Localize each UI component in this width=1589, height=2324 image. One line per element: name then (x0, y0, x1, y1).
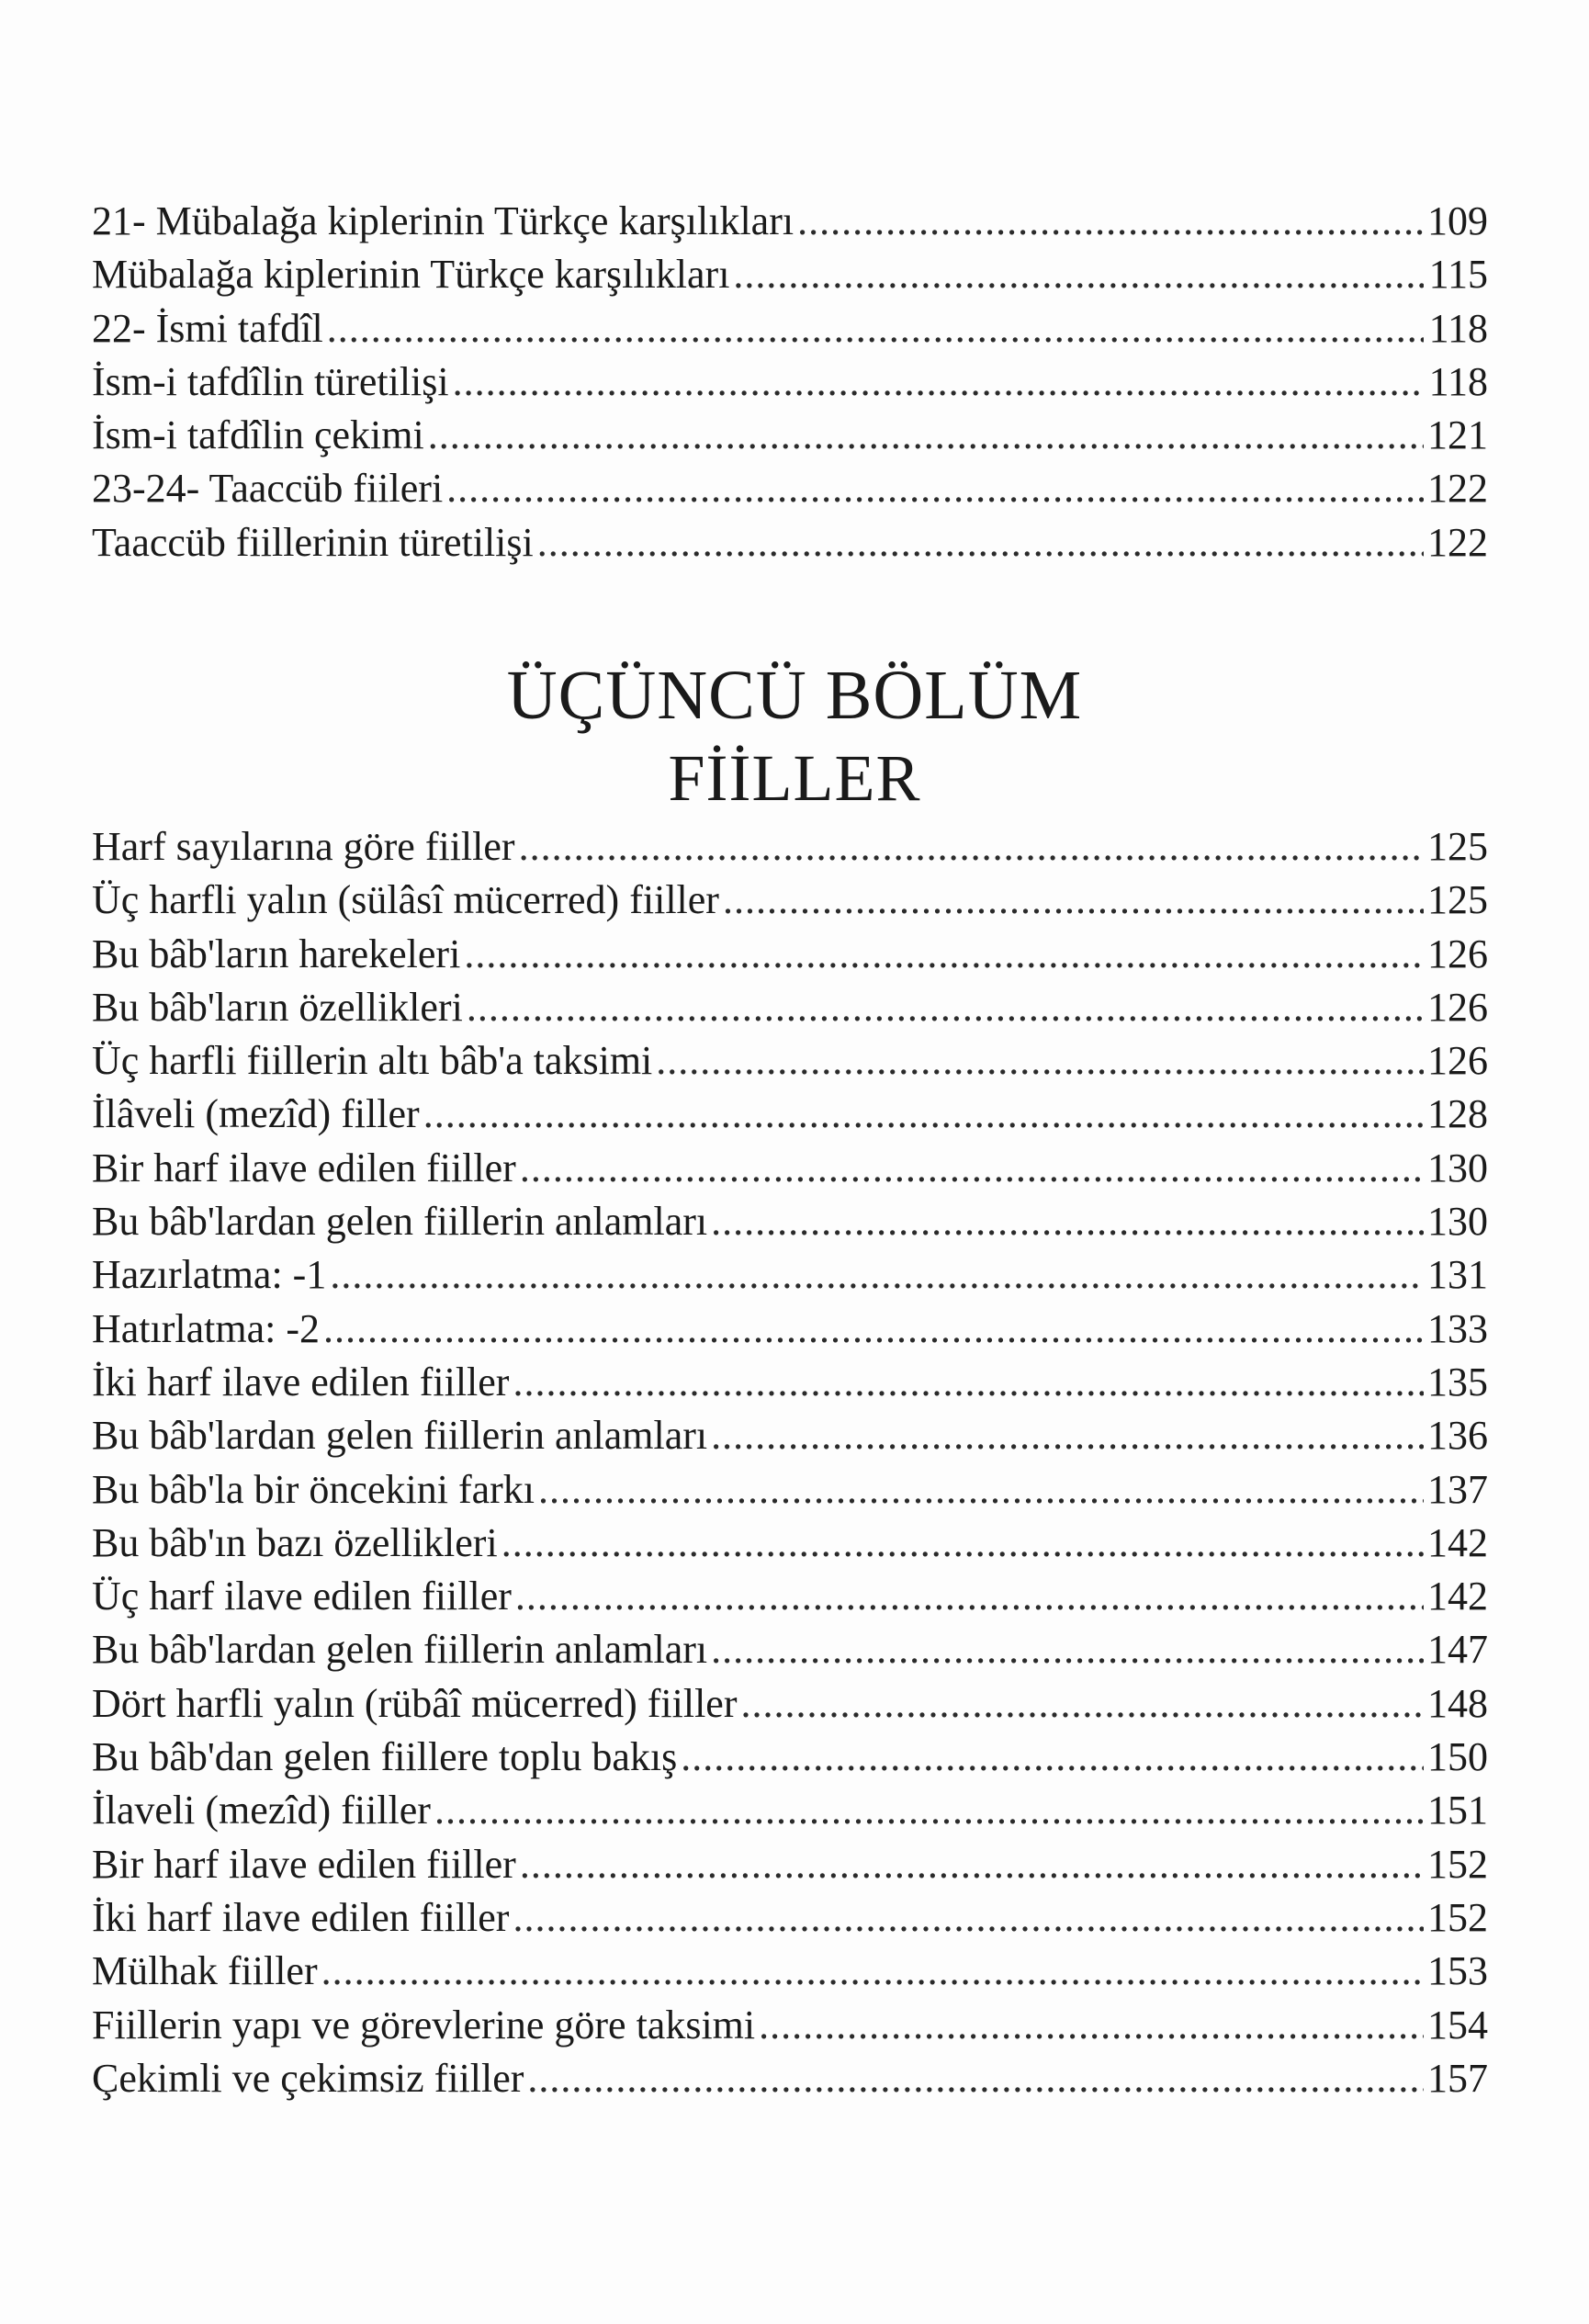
toc-entry-title: Üç harfli yalın (sülâsî mücerred) fiiller (92, 877, 719, 923)
toc-entry (92, 874, 1488, 927)
toc-entry-title: Bu bâb'ların özellikleri (92, 984, 463, 1030)
dot-leader (330, 1248, 1424, 1302)
toc-entry-page: 131 (1427, 1252, 1488, 1298)
toc-entry (92, 516, 1488, 570)
dot-leader (527, 2052, 1424, 2105)
toc-entry (92, 1677, 1488, 1731)
toc-entry-page: 147 (1427, 1627, 1488, 1673)
toc-entry-title: Bu bâb'ların harekeleri (92, 931, 461, 976)
toc-entry (92, 462, 1488, 515)
toc-entry (92, 1463, 1488, 1517)
toc-entry (92, 1623, 1488, 1676)
dot-leader (520, 1142, 1424, 1195)
dot-leader (467, 981, 1424, 1034)
toc-entry (92, 981, 1488, 1034)
dot-leader (711, 1623, 1424, 1676)
dot-leader (515, 1570, 1424, 1623)
toc-entry-title: Üç harfli fiillerin altı bâb'a taksimi (92, 1038, 653, 1084)
dot-leader (464, 928, 1424, 981)
toc-entry-title: Çekimli ve çekimsiz fiiller (92, 2055, 524, 2101)
toc-entry (92, 1303, 1488, 1356)
toc-entry (92, 1891, 1488, 1945)
toc-entry (92, 2052, 1488, 2105)
toc-entry (92, 409, 1488, 462)
toc-entry-title: Harf sayılarına göre fiiller (92, 824, 515, 869)
dot-leader (537, 516, 1424, 570)
toc-entry-page: 125 (1427, 824, 1488, 869)
toc-entry-title: Bir harf ilave edilen fiiller (92, 1145, 516, 1190)
dot-leader (723, 874, 1424, 927)
toc-entry (92, 355, 1488, 409)
dot-leader (513, 1891, 1424, 1945)
toc-entry-page: 142 (1427, 1519, 1488, 1565)
toc-entry-page: 142 (1427, 1574, 1488, 1619)
toc-entry (92, 1999, 1488, 2052)
toc-entry-title: İki harf ilave edilen fiiller (92, 1894, 510, 1940)
toc-entry-title: Bu bâb'ın bazı özellikleri (92, 1519, 498, 1565)
dot-leader (538, 1463, 1424, 1517)
toc-entry-title: İsm-i tafdîlin türetilişi (92, 358, 449, 404)
toc-entry-title: İki harf ilave edilen fiiller (92, 1359, 510, 1405)
toc-entry (92, 1570, 1488, 1623)
toc-entry (92, 1945, 1488, 1998)
toc-entry-page: 150 (1427, 1734, 1488, 1780)
toc-entry (92, 1517, 1488, 1570)
toc-entry-page: 122 (1427, 466, 1488, 512)
toc-entry-page: 153 (1427, 1948, 1488, 1994)
toc-entry-page: 115 (1428, 252, 1488, 298)
dot-leader (428, 409, 1424, 462)
toc-entry (92, 195, 1488, 248)
toc-entry (92, 1409, 1488, 1462)
toc-entry-page: 130 (1427, 1199, 1488, 1245)
toc-entry (92, 1034, 1488, 1088)
toc-entry-title: Taaccüb fiillerinin türetilişi (92, 519, 534, 565)
toc-entry-page: 152 (1427, 1894, 1488, 1940)
toc-entry (92, 248, 1488, 301)
toc-entry-title: Bir harf ilave edilen fiiller (92, 1841, 516, 1887)
dot-leader (520, 1838, 1424, 1891)
toc-entry-title: Üç harf ilave edilen fiiller (92, 1574, 512, 1619)
dot-leader (740, 1677, 1424, 1731)
dot-leader (797, 195, 1424, 248)
toc-entry (92, 1088, 1488, 1141)
toc-entry (92, 1838, 1488, 1891)
toc-list-main (92, 820, 1488, 2105)
toc-entry-page: 121 (1427, 412, 1488, 458)
dot-leader (321, 1945, 1424, 1998)
toc-entry (92, 1784, 1488, 1837)
toc-entry-title: Mübalağa kiplerinin Türkçe karşılıkları (92, 252, 730, 298)
toc-entry-page: 137 (1427, 1466, 1488, 1512)
toc-entry (92, 1731, 1488, 1784)
toc-entry (92, 820, 1488, 874)
dot-leader (711, 1195, 1424, 1248)
toc-entry-title: Bu bâb'dan gelen fiillere toplu bakış (92, 1734, 678, 1780)
toc-entry-title: Hatırlatma: -2 (92, 1305, 321, 1351)
dot-leader (323, 1303, 1424, 1356)
toc-entry-page: 126 (1427, 931, 1488, 976)
toc-entry-page: 133 (1427, 1305, 1488, 1351)
dot-leader (327, 302, 1424, 355)
toc-entry-title: 23-24- Taaccüb fiileri (92, 466, 444, 512)
toc-entry-title: Bu bâb'lardan gelen fiillerin anlamları (92, 1199, 708, 1245)
toc-entry-page: 125 (1427, 877, 1488, 923)
dot-leader (501, 1517, 1424, 1570)
toc-entry-page: 122 (1427, 519, 1488, 565)
toc-entry-title: Bu bâb'lardan gelen fiillerin anlamları (92, 1627, 708, 1673)
toc-entry-page: 109 (1427, 198, 1488, 243)
toc-entry (92, 1356, 1488, 1409)
dot-leader (423, 1088, 1424, 1141)
toc-entry-title: İlâveli (mezîd) filler (92, 1091, 420, 1137)
toc-entry-title: Bu bâb'la bir öncekini farkı (92, 1466, 535, 1512)
dot-leader (681, 1731, 1424, 1784)
toc-entry-page: 118 (1428, 305, 1488, 351)
dot-leader (733, 248, 1424, 301)
toc-entry-page: 157 (1427, 2055, 1488, 2101)
dot-leader (453, 355, 1424, 409)
toc-entry-page: 126 (1427, 984, 1488, 1030)
toc-entry-page: 118 (1428, 358, 1488, 404)
toc-entry-page: 148 (1427, 1680, 1488, 1726)
toc-entry-page: 151 (1427, 1788, 1488, 1833)
dot-leader (434, 1784, 1424, 1837)
section-heading-part: ÜÇÜNCÜ BÖLÜM (506, 657, 1083, 734)
toc-entry-title: Hazırlatma: -1 (92, 1252, 327, 1298)
toc-entry-title: Fiillerin yapı ve görevlerine göre taksimi (92, 2002, 756, 2048)
toc-entry-page: 136 (1427, 1413, 1488, 1459)
dot-leader (446, 462, 1424, 515)
toc-entry (92, 1248, 1488, 1302)
dot-leader (513, 1356, 1424, 1409)
toc-entry-title: Bu bâb'lardan gelen fiillerin anlamları (92, 1413, 708, 1459)
toc-entry-page: 152 (1427, 1841, 1488, 1887)
toc-entry-title: İsm-i tafdîlin çekimi (92, 412, 424, 458)
toc-entry (92, 928, 1488, 981)
toc-entry-title: 22- İsmi tafdîl (92, 305, 323, 351)
toc-entry-page: 126 (1427, 1038, 1488, 1084)
toc-entry-page: 130 (1427, 1145, 1488, 1190)
dot-leader (519, 820, 1424, 874)
toc-entry (92, 1142, 1488, 1195)
toc-entry-title: İlaveli (mezîd) fiiller (92, 1788, 431, 1833)
dot-leader (759, 1999, 1424, 2052)
dot-leader (656, 1034, 1424, 1088)
toc-entry-title: 21- Mübalağa kiplerinin Türkçe karşılıkları (92, 198, 794, 243)
toc-entry (92, 1195, 1488, 1248)
toc-entry-title: Dört harfli yalın (rübâî mücerred) fiiller (92, 1680, 738, 1726)
toc-entry-page: 128 (1427, 1091, 1488, 1137)
section-heading-title: FİİLLER (668, 741, 921, 815)
toc-entry (92, 302, 1488, 355)
toc-entry-page: 154 (1427, 2002, 1488, 2048)
dot-leader (711, 1409, 1424, 1462)
toc-entry-page: 135 (1427, 1359, 1488, 1405)
toc-entry-title: Mülhak fiiller (92, 1948, 318, 1994)
toc-list-top (92, 195, 1488, 570)
